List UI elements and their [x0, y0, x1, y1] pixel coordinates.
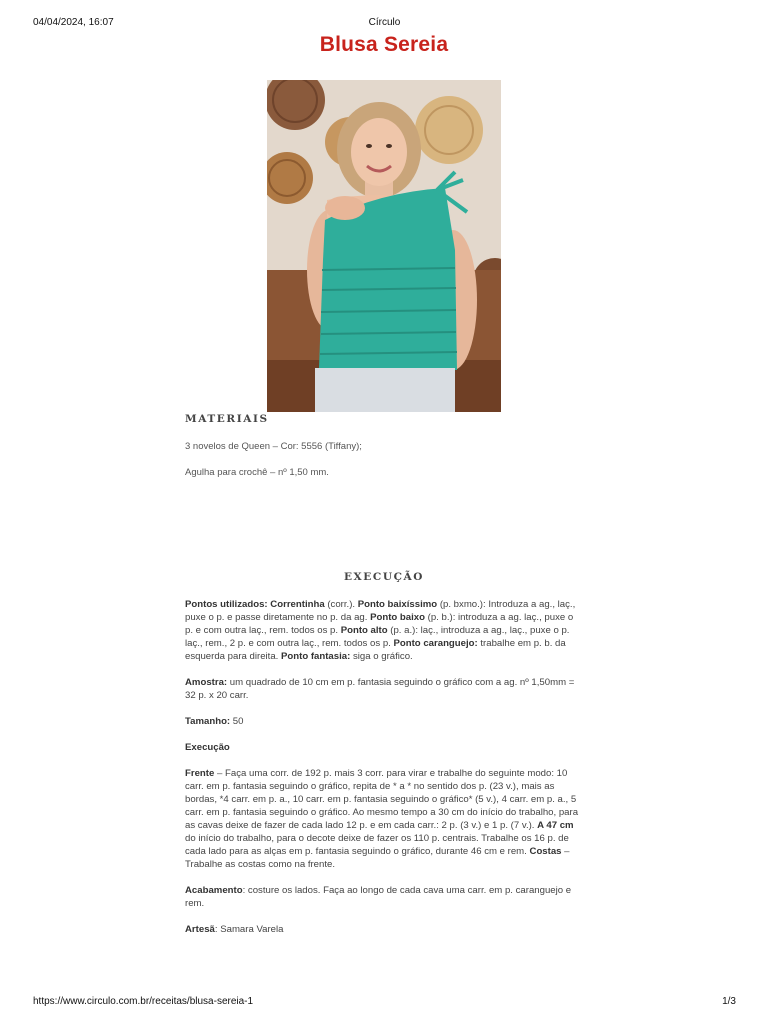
print-datetime: 04/04/2024, 16:07: [33, 17, 114, 28]
page-number: 1/3: [722, 996, 736, 1007]
finishing-paragraph: [185, 884, 583, 910]
artisan-paragraph: [185, 923, 583, 936]
size-label: Tamanho:: [185, 716, 231, 727]
stitch-label: Ponto fantasia:: [281, 651, 351, 662]
size-paragraph: [185, 715, 583, 728]
artisan-name: : Samara Varela: [214, 924, 284, 935]
stitch-label: Ponto alto: [340, 625, 388, 636]
instructions-body: [185, 598, 583, 949]
front-measure: A 47 cm: [537, 820, 574, 831]
material-item: 3 novelos de Queen – Cor: 5556 (Tiffany);: [185, 441, 362, 452]
sample-paragraph: [185, 676, 583, 702]
page-url: https://www.circulo.com.br/receitas/blusa-sereia-1: [33, 996, 254, 1007]
front-text: – Faça uma corr. de 192 p. mais 3 corr. para virar e trabalhe do seguinte modo: 10 carr. em p. fantasia seguindo o gráfico, repita de * a * no sentido dos p. (23 v.), mais as bordas, *4 carr. em p. a., 10 carr. em p. fantasia seguindo o gráfico* (5 v.), 4 carr. em p. a., 5 carr. em p. fantasia seguindo o gráfico. Ao mesmo tempo a 30 cm do início do trabalho, para as cavas deixe de fazer de cada lado 12 p. e em cada carr.: 2 p. (3 v.) e 1 p. (7 v.).: [185, 768, 579, 831]
finishing-text: : costure os lados. Faça ao longo de cada cava uma carr. em p. caranguejo e rem.: [185, 885, 572, 909]
material-item: Agulha para crochê – nº 1,50 mm.: [185, 467, 329, 478]
photo-illustration: [267, 80, 501, 412]
back-label: Costas: [529, 846, 562, 857]
stitch-text: trabalhe em p. b. da esquerda para direita.: [185, 638, 566, 662]
stitches-paragraph: [185, 598, 583, 663]
sample-label: Amostra:: [185, 677, 228, 688]
front-paragraph: [185, 767, 583, 871]
stitch-label: Ponto baixo: [370, 612, 425, 623]
stitches-lead: Pontos utilizados:: [185, 599, 268, 610]
stitch-text: (corr.).: [324, 599, 358, 610]
front-label: Frente: [185, 768, 215, 779]
execution-sub-label: Execução: [185, 742, 230, 753]
print-site-name: Círculo: [368, 17, 401, 28]
stitch-text: siga o gráfico.: [350, 651, 413, 662]
stitch-label: Ponto caranguejo:: [393, 638, 478, 649]
stitch-label: Ponto baixíssimo: [357, 599, 438, 610]
back-text: – Trabalhe as costas como na frente.: [185, 846, 570, 870]
materials-heading: MATERIAIS: [185, 413, 269, 425]
sample-text: um quadrado de 10 cm em p. fantasia seguindo o gráfico com a ag. nº 1,50mm = 32 p. x 20 carr.: [185, 677, 575, 701]
size-text: 50: [230, 716, 244, 727]
artisan-label: Artesã: [185, 924, 215, 935]
page-title: Blusa Sereia: [319, 33, 449, 56]
front-text: do início do trabalho, para o decote deixe de fazer os 110 p. centrais. Trabalhe os 16 p. de cada lado para as alças em p. fantasia seguindo o gráfico, durante 46 cm e rem.: [185, 833, 569, 857]
model-wearing-crochet-top-photo: [267, 80, 501, 412]
stitch-text: (p. a.): laç., introduza a ag., laç., puxe o p. laç., rem., 2 p. e com outra laç., rem. todos os p.: [185, 625, 570, 649]
execution-subheading: [185, 741, 583, 754]
finishing-label: Acabamento: [185, 885, 243, 896]
execution-heading: EXECUÇÃO: [343, 571, 425, 583]
stitch-text: (p. b.): introduza a ag. laç., puxe o p. e com outra laç., rem. todos os p.: [185, 612, 574, 636]
stitch-label: Correntinha: [270, 599, 325, 610]
print-footer: [33, 996, 736, 1007]
print-header: [33, 17, 736, 28]
stitch-text: (p. bxmo.): Introduza a ag., laç., puxe o p. e passe diretamente no p. da ag.: [185, 599, 576, 623]
